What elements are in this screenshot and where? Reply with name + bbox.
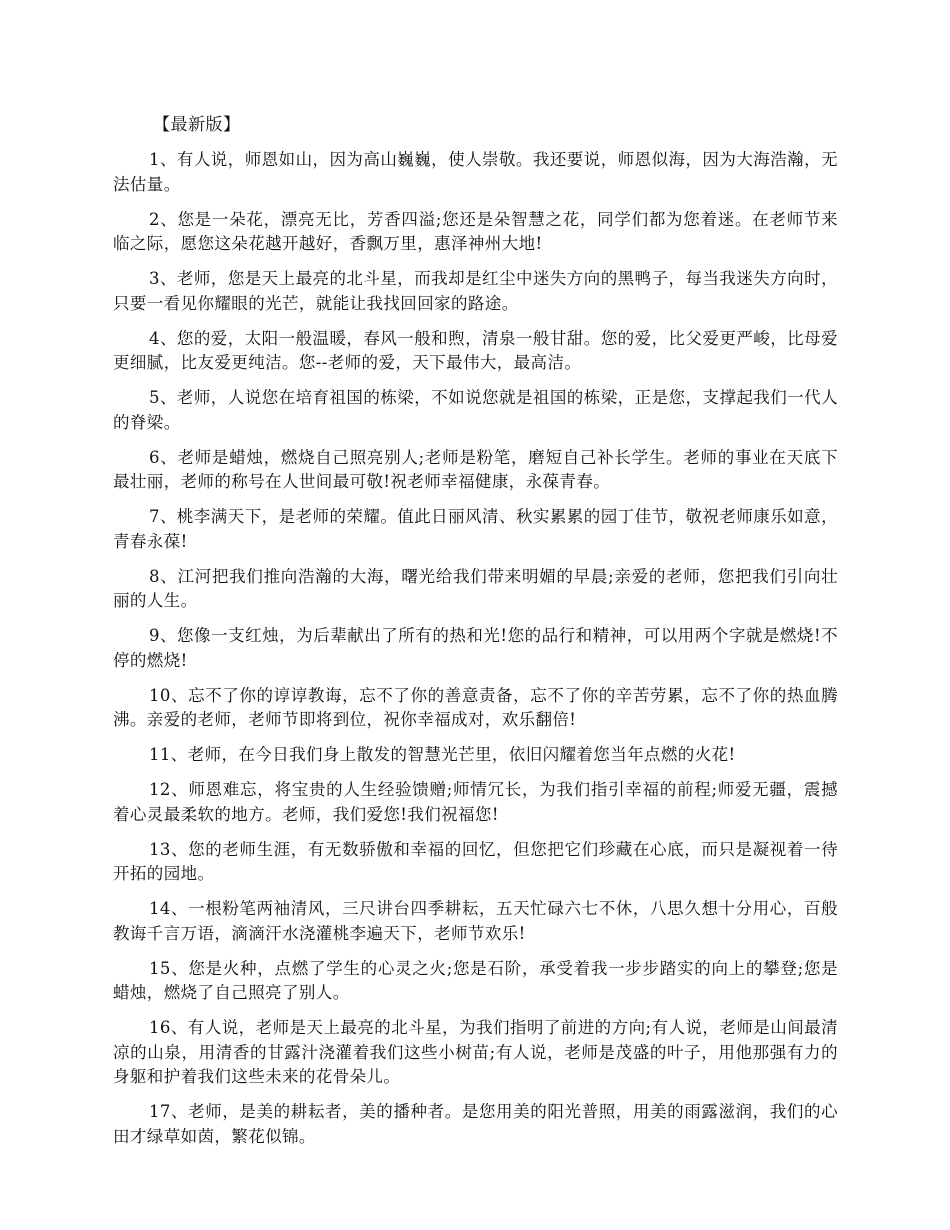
paragraph-12: 12、师恩难忘，将宝贵的人生经验馈赠;师情冗长，为我们指引幸福的前程;师爱无疆，震撼着心灵最柔软的地方。老师，我们爱您!我们祝福您! [113,780,838,824]
paragraph-3: 3、老师，您是天上最亮的北斗星，而我却是红尘中迷失方向的黑鸭子，每当我迷失方向时，只要一看见你耀眼的光芒，就能让我找回回家的路途。 [113,269,838,313]
paragraph-2: 2、您是一朵花，漂亮无比，芳香四溢;您还是朵智慧之花，同学们都为您着迷。在老师节来临之际，愿您这朵花越开越好，香飘万里，惠泽神州大地! [113,209,838,253]
paragraph-10: 10、忘不了你的谆谆教诲，忘不了你的善意责备，忘不了你的辛苦劳累，忘不了你的热血腾沸。亲爱的老师，老师节即将到位，祝你幸福成对，欢乐翻倍! [113,685,838,729]
paragraph-1: 1、有人说，师恩如山，因为高山巍巍，使人崇敬。我还要说，师恩似海，因为大海浩瀚，无法估量。 [113,150,838,194]
paragraph-7: 7、桃李满天下，是老师的荣耀。值此日丽风清、秋实累累的园丁佳节，敬祝老师康乐如意，青春永葆! [113,507,838,551]
paragraph-17: 17、老师，是美的耕耘者，美的播种者。是您用美的阳光普照，用美的雨露滋润，我们的心田才绿草如茵，繁花似锦。 [113,1102,838,1146]
paragraph-11: 11、老师，在今日我们身上散发的智慧光芒里，依旧闪耀着您当年点燃的火花! [149,745,736,764]
paragraph-8: 8、江河把我们推向浩瀚的大海，曙光给我们带来明媚的早晨;亲爱的老师，您把我们引向壮丽的人生。 [113,566,838,610]
document-page [113,112,838,1160]
document-heading: 【最新版】 [153,115,241,135]
paragraph-16: 16、有人说，老师是天上最亮的北斗星，为我们指明了前进的方向;有人说，老师是山间最清凉的山泉，用清香的甘露汁浇灌着我们这些小树苗;有人说，老师是茂盛的叶子，用他那强有力的身躯和护着我们这些未来的花骨朵儿。 [113,1018,838,1086]
paragraph-6: 6、老师是蜡烛，燃烧自己照亮别人;老师是粉笔，磨短自己补长学生。老师的事业在天底下最壮丽，老师的称号在人世间最可敬!祝老师幸福健康，永葆青春。 [113,447,838,491]
paragraph-5: 5、老师，人说您在培育祖国的栋梁，不如说您就是祖国的栋梁，正是您，支撑起我们一代人的脊梁。 [113,388,838,432]
paragraph-9: 9、您像一支红烛，为后辈献出了所有的热和光!您的品行和精神，可以用两个字就是燃烧!不停的燃烧! [113,626,838,670]
paragraph-14: 14、一根粉笔两袖清风，三尺讲台四季耕耘，五天忙碌六七不休，八思久想十分用心，百般教诲千言万语，滴滴汗水浇灌桃李遍天下，老师节欢乐! [113,899,838,943]
paragraph-13: 13、您的老师生涯，有无数骄傲和幸福的回忆，但您把它们珍藏在心底，而只是凝视着一待开拓的园地。 [113,839,838,883]
paragraph-4: 4、您的爱，太阳一般温暖，春风一般和煦，清泉一般甘甜。您的爱，比父爱更严峻，比母爱更细腻，比友爱更纯洁。您--老师的爱，天下最伟大，最高洁。 [113,328,838,372]
paragraph-15: 15、您是火种，点燃了学生的心灵之火;您是石阶，承受着我一步步踏实的向上的攀登;您是蜡烛，燃烧了自己照亮了别人。 [113,958,838,1002]
